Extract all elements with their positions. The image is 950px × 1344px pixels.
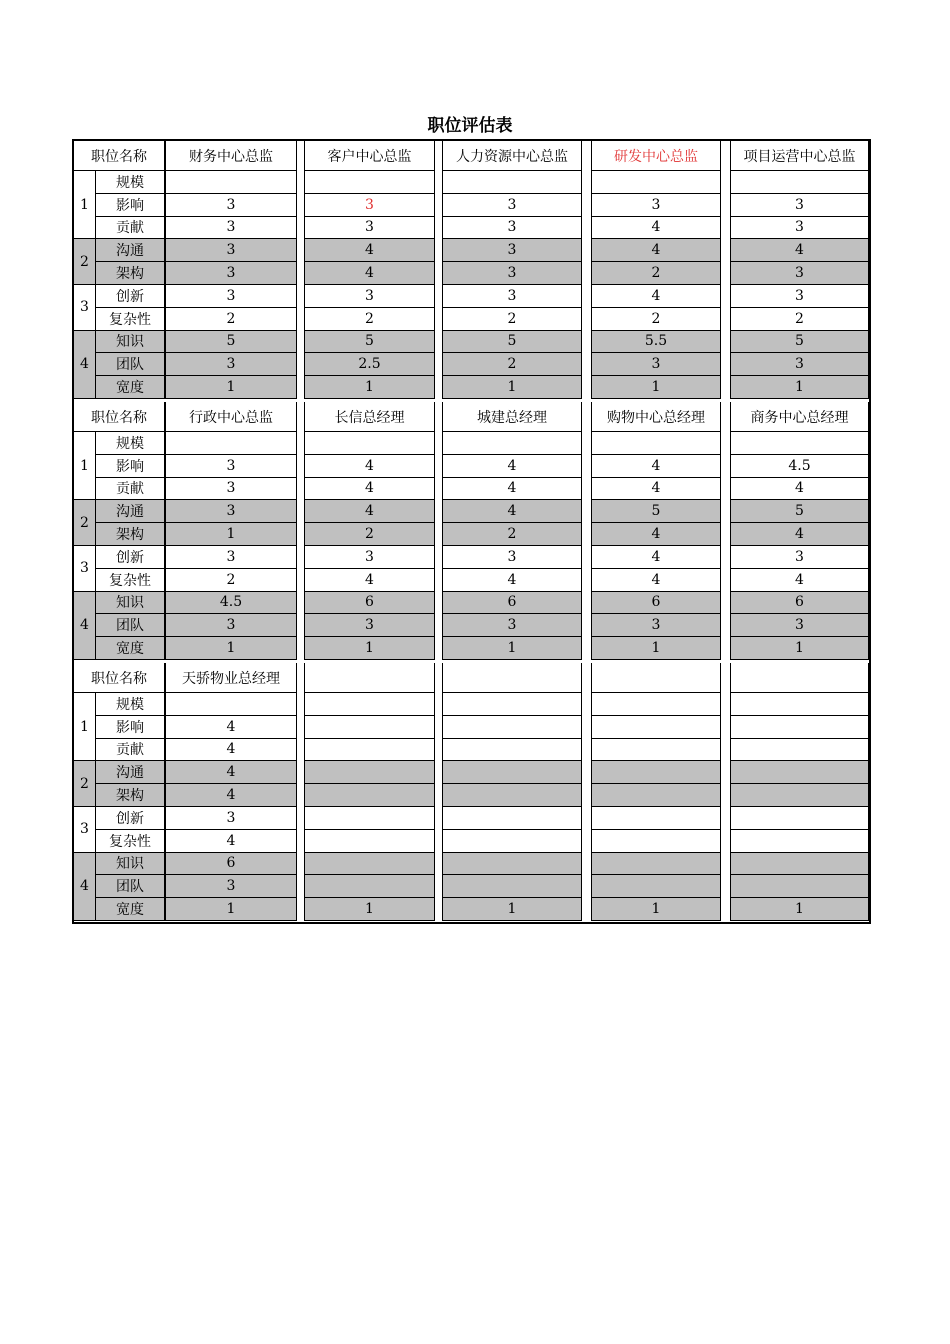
value-cell: [730, 693, 869, 716]
factor-label: 创新: [96, 807, 165, 830]
value-cell: 4: [730, 523, 869, 546]
factor-label: 影响: [96, 194, 165, 217]
position-header: 人力资源中心总监: [442, 141, 582, 171]
value-cell: 4: [442, 478, 582, 501]
value-cell: [591, 875, 721, 898]
position-header: [591, 663, 721, 693]
page-title: 职位评估表: [427, 116, 513, 136]
value-cell: 4: [591, 285, 721, 308]
value-cell: 2: [165, 569, 297, 592]
factor-label: 宽度: [96, 898, 165, 921]
value-cell: [442, 830, 582, 853]
position-header: 项目运营中心总监: [730, 141, 869, 171]
value-cell: [304, 830, 435, 853]
value-cell: 4: [304, 478, 435, 501]
value-cell: 6: [442, 592, 582, 615]
value-cell: 3: [442, 194, 582, 217]
value-cell: 3: [165, 262, 297, 285]
value-cell: 4: [442, 455, 582, 478]
factor-label: 团队: [96, 353, 165, 376]
value-cell: 2: [730, 308, 869, 331]
value-cell: 3: [165, 194, 297, 217]
value-cell: 3: [165, 807, 297, 830]
value-cell: 2: [165, 308, 297, 331]
factor-label: 架构: [96, 262, 165, 285]
value-cell: 2: [442, 353, 582, 376]
group-number: 1: [74, 171, 96, 239]
value-cell: 3: [304, 546, 435, 569]
value-cell: [442, 875, 582, 898]
value-cell: 1: [165, 376, 297, 399]
value-cell: 4: [730, 239, 869, 262]
position-header: 行政中心总监: [165, 402, 297, 432]
value-cell: [304, 739, 435, 762]
value-cell: 4: [165, 739, 297, 762]
group-number: 1: [74, 432, 96, 500]
value-cell: 4: [591, 239, 721, 262]
factor-label: 知识: [96, 853, 165, 876]
value-cell: 4: [165, 784, 297, 807]
value-cell: 1: [304, 898, 435, 921]
value-cell: 4: [591, 569, 721, 592]
value-cell: 5: [730, 331, 869, 354]
value-cell: 6: [304, 592, 435, 615]
value-cell: 1: [591, 376, 721, 399]
value-cell: [730, 716, 869, 739]
value-cell: [165, 171, 297, 194]
value-cell: 4: [730, 569, 869, 592]
group-number: 4: [74, 592, 96, 660]
value-cell: 1: [165, 523, 297, 546]
value-cell: 4: [304, 569, 435, 592]
value-cell: 1: [165, 898, 297, 921]
value-cell: [730, 807, 869, 830]
value-cell: [730, 739, 869, 762]
value-cell: 2: [442, 308, 582, 331]
value-cell: 1: [730, 637, 869, 660]
value-cell: 5: [591, 500, 721, 523]
value-cell: [304, 761, 435, 784]
value-cell: 3: [591, 614, 721, 637]
value-cell: 3: [591, 353, 721, 376]
value-cell: 4: [304, 262, 435, 285]
position-header: 商务中心总经理: [730, 402, 869, 432]
value-cell: 3: [730, 194, 869, 217]
group-number: 4: [74, 853, 96, 921]
value-cell: 1: [165, 637, 297, 660]
value-cell: [591, 693, 721, 716]
value-cell: [591, 761, 721, 784]
value-cell: 3: [442, 239, 582, 262]
value-cell: 5: [165, 331, 297, 354]
value-cell: [304, 171, 435, 194]
factor-label: 架构: [96, 784, 165, 807]
value-cell: 1: [442, 898, 582, 921]
factor-label: 知识: [96, 592, 165, 615]
factor-label: 宽度: [96, 637, 165, 660]
value-cell: 4: [165, 830, 297, 853]
position-name-label: 职位名称: [74, 663, 165, 693]
value-cell: 3: [442, 614, 582, 637]
value-cell: [304, 784, 435, 807]
value-cell: 4: [304, 500, 435, 523]
value-cell: [442, 171, 582, 194]
value-cell: 1: [442, 637, 582, 660]
value-cell: [304, 716, 435, 739]
factor-label: 贡献: [96, 478, 165, 501]
factor-label: 沟通: [96, 761, 165, 784]
value-cell: 2: [591, 308, 721, 331]
value-cell: [442, 853, 582, 876]
value-cell: [442, 807, 582, 830]
value-cell: 6: [165, 853, 297, 876]
value-cell: 4: [442, 569, 582, 592]
position-header: 天骄物业总经理: [165, 663, 297, 693]
factor-label: 影响: [96, 455, 165, 478]
factor-label: 规模: [96, 171, 165, 194]
factor-label: 知识: [96, 331, 165, 354]
value-cell: 1: [442, 376, 582, 399]
value-cell: 4: [730, 478, 869, 501]
factor-label: 团队: [96, 614, 165, 637]
value-cell: [442, 739, 582, 762]
value-cell: [304, 875, 435, 898]
value-cell: 4.5: [730, 455, 869, 478]
position-header: 客户中心总监: [304, 141, 435, 171]
value-cell: 3: [165, 546, 297, 569]
factor-label: 规模: [96, 432, 165, 455]
group-number: 4: [74, 331, 96, 399]
value-cell: 4.5: [165, 592, 297, 615]
factor-label: 创新: [96, 546, 165, 569]
value-cell: 5: [730, 500, 869, 523]
value-cell: [304, 693, 435, 716]
value-cell: [304, 807, 435, 830]
value-cell: 1: [304, 376, 435, 399]
value-cell: [442, 693, 582, 716]
position-header: 研发中心总监: [591, 141, 721, 171]
group-number: 2: [74, 500, 96, 546]
position-name-label: 职位名称: [74, 141, 165, 171]
value-cell: 4: [591, 478, 721, 501]
value-cell: 4: [304, 455, 435, 478]
position-header: 城建总经理: [442, 402, 582, 432]
value-cell: 3: [730, 546, 869, 569]
value-cell: 1: [591, 637, 721, 660]
value-cell: [591, 739, 721, 762]
value-cell: 4: [304, 239, 435, 262]
factor-label: 规模: [96, 693, 165, 716]
value-cell: [591, 171, 721, 194]
value-cell: 3: [165, 239, 297, 262]
value-cell: 1: [730, 376, 869, 399]
evaluation-table: [72, 139, 871, 924]
value-cell: [730, 875, 869, 898]
position-header: [442, 663, 582, 693]
value-cell: 4: [165, 761, 297, 784]
position-name-label: 职位名称: [74, 402, 165, 432]
value-cell: [591, 830, 721, 853]
value-cell: 4: [591, 523, 721, 546]
value-cell: 2: [304, 523, 435, 546]
value-cell: [591, 807, 721, 830]
position-header: [730, 663, 869, 693]
value-cell: 3: [165, 285, 297, 308]
value-cell: 3: [442, 217, 582, 240]
value-cell: 4: [165, 716, 297, 739]
value-cell: 3: [165, 353, 297, 376]
value-cell: [442, 761, 582, 784]
value-cell: 4: [591, 546, 721, 569]
group-number: 3: [74, 546, 96, 592]
value-cell: [304, 432, 435, 455]
value-cell: 6: [591, 592, 721, 615]
value-cell: [730, 830, 869, 853]
value-cell: 5: [304, 331, 435, 354]
value-cell: 3: [304, 217, 435, 240]
group-number: 3: [74, 285, 96, 331]
group-number: 1: [74, 693, 96, 761]
value-cell: 5: [442, 331, 582, 354]
value-cell: 3: [304, 285, 435, 308]
value-cell: [730, 432, 869, 455]
group-number: 2: [74, 239, 96, 285]
factor-label: 架构: [96, 523, 165, 546]
value-cell: 3: [442, 546, 582, 569]
value-cell: 3: [442, 285, 582, 308]
value-cell: [591, 853, 721, 876]
value-cell: [591, 432, 721, 455]
value-cell: 3: [442, 262, 582, 285]
factor-label: 沟通: [96, 500, 165, 523]
value-cell: 2.5: [304, 353, 435, 376]
value-cell: 2: [442, 523, 582, 546]
value-cell: 2: [591, 262, 721, 285]
value-cell: [442, 716, 582, 739]
value-cell: 4: [591, 217, 721, 240]
position-header: 长信总经理: [304, 402, 435, 432]
value-cell: 3: [730, 217, 869, 240]
value-cell: [165, 693, 297, 716]
value-cell: 2: [304, 308, 435, 331]
value-cell: [442, 432, 582, 455]
factor-label: 影响: [96, 716, 165, 739]
value-cell: 5.5: [591, 331, 721, 354]
value-cell: [730, 784, 869, 807]
value-cell: [165, 432, 297, 455]
factor-label: 沟通: [96, 239, 165, 262]
value-cell: 3: [165, 614, 297, 637]
value-cell: 3: [730, 614, 869, 637]
value-cell: 3: [591, 194, 721, 217]
value-cell: 1: [730, 898, 869, 921]
value-cell: [730, 761, 869, 784]
factor-label: 贡献: [96, 217, 165, 240]
factor-label: 复杂性: [96, 308, 165, 331]
value-cell: 6: [730, 592, 869, 615]
value-cell: 1: [304, 637, 435, 660]
factor-label: 创新: [96, 285, 165, 308]
position-header: 财务中心总监: [165, 141, 297, 171]
value-cell: [591, 784, 721, 807]
value-cell: 3: [165, 500, 297, 523]
position-header: [304, 663, 435, 693]
value-cell: 3: [730, 353, 869, 376]
factor-label: 贡献: [96, 739, 165, 762]
factor-label: 宽度: [96, 376, 165, 399]
value-cell: 3: [730, 262, 869, 285]
value-cell: 4: [591, 455, 721, 478]
factor-label: 复杂性: [96, 830, 165, 853]
position-header: 购物中心总经理: [591, 402, 721, 432]
value-cell: 3: [165, 455, 297, 478]
group-number: 3: [74, 807, 96, 853]
value-cell: [304, 853, 435, 876]
value-cell: [730, 853, 869, 876]
value-cell: 3: [304, 614, 435, 637]
value-cell: [591, 716, 721, 739]
value-cell: 3: [165, 875, 297, 898]
value-cell: 3: [730, 285, 869, 308]
value-cell: 3: [165, 478, 297, 501]
value-cell: [730, 171, 869, 194]
value-cell: 3: [304, 194, 435, 217]
value-cell: 3: [165, 217, 297, 240]
factor-label: 团队: [96, 875, 165, 898]
value-cell: 4: [442, 500, 582, 523]
factor-label: 复杂性: [96, 569, 165, 592]
value-cell: 1: [591, 898, 721, 921]
value-cell: [442, 784, 582, 807]
group-number: 2: [74, 761, 96, 807]
